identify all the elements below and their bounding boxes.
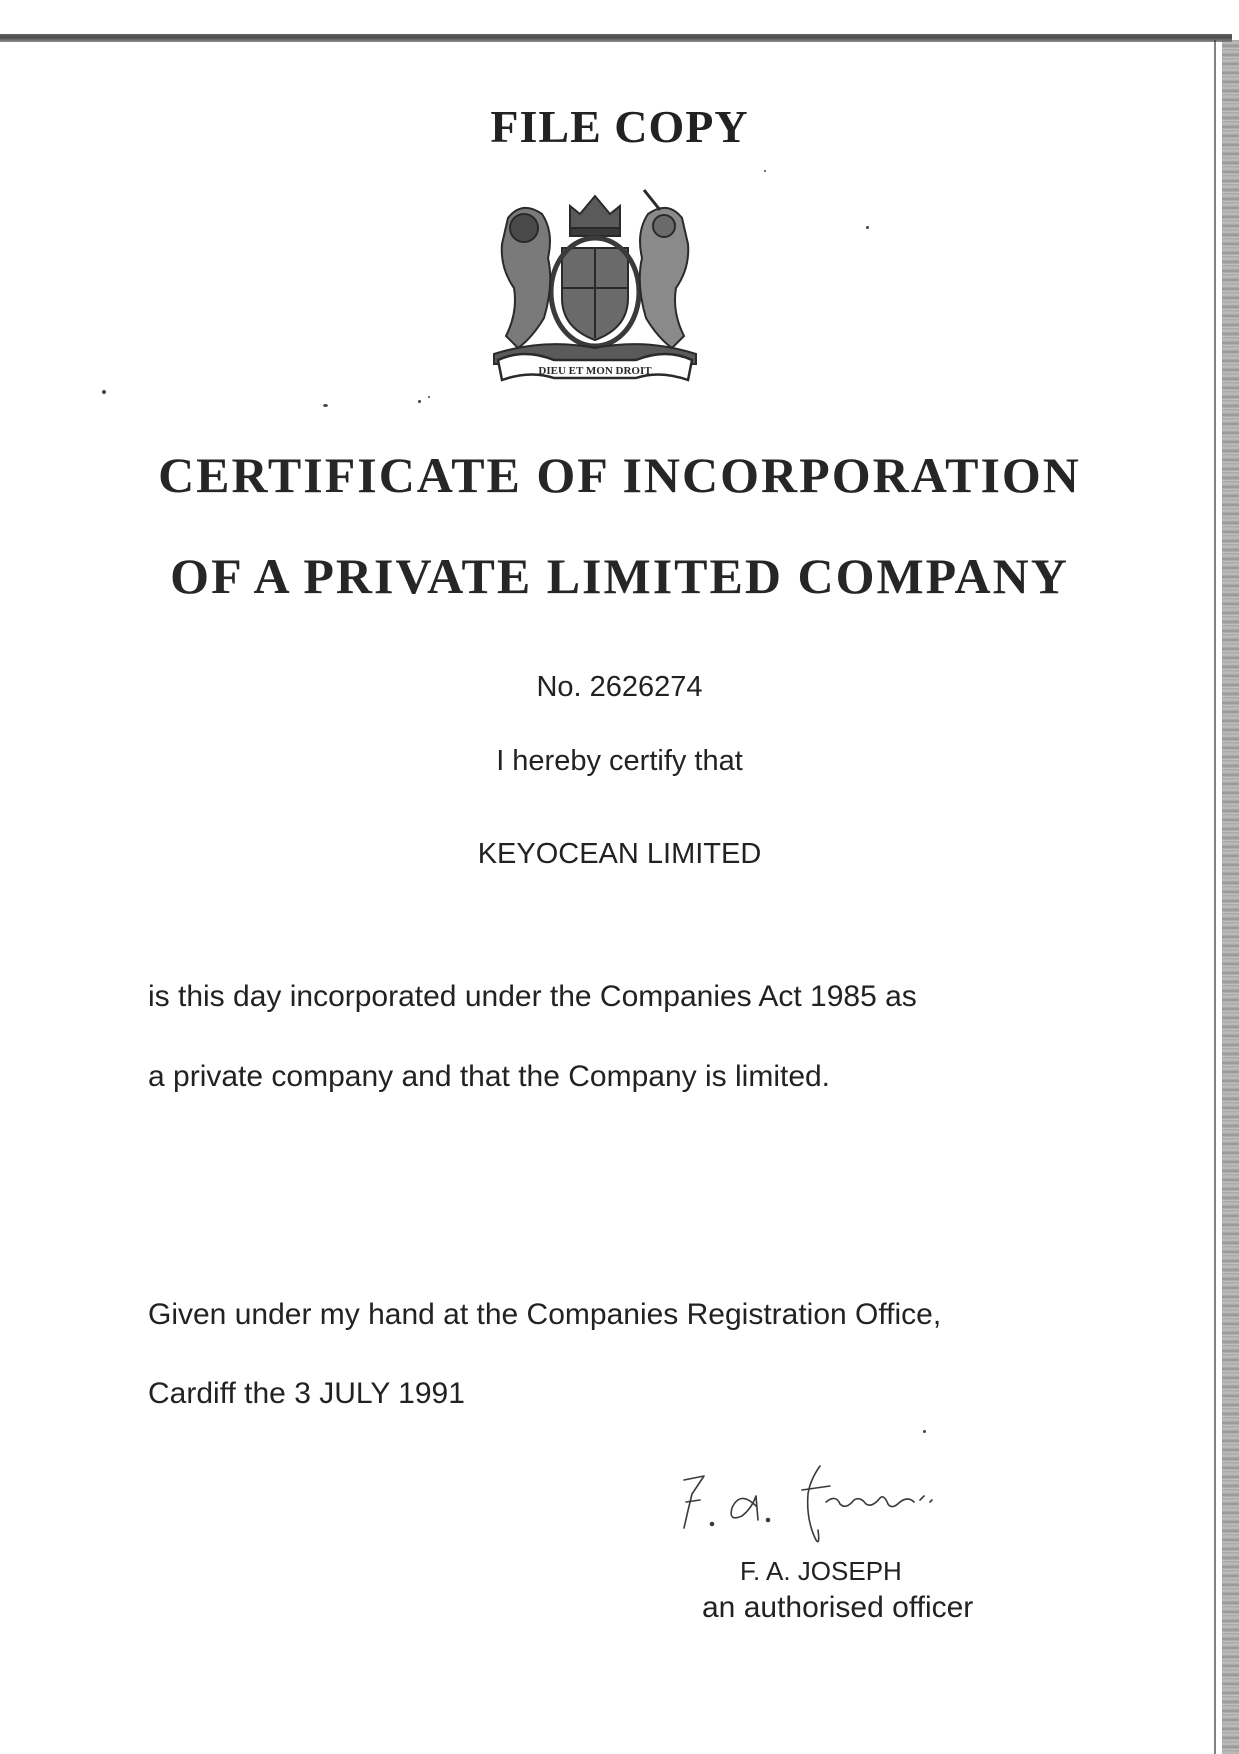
scan-speck (923, 1430, 926, 1433)
scan-right-edge (1222, 40, 1239, 1754)
royal-coat-of-arms-icon (484, 188, 706, 384)
scan-speck (323, 404, 328, 407)
scan-right-line (1214, 40, 1216, 1754)
certify-statement: I hereby certify that (496, 745, 743, 777)
certificate-number: No. 2626274 (536, 671, 703, 703)
scan-speck (418, 400, 421, 403)
signatory-role: an authorised officer (702, 1591, 974, 1624)
scan-speck (764, 170, 766, 172)
scan-speck (428, 396, 430, 398)
file-copy-heading: FILE COPY (490, 101, 749, 152)
handwritten-signature (670, 1450, 970, 1555)
certificate-title-line-1: CERTIFICATE OF INCORPORATION (158, 447, 1081, 503)
given-under-hand-line-2: Cardiff the 3 JULY 1991 (148, 1377, 465, 1410)
incorporation-statement-line-1: is this day incorporated under the Companies Act 1985 as (148, 980, 917, 1013)
certificate-title-line-2: OF A PRIVATE LIMITED COMPANY (170, 548, 1069, 604)
signatory-name: F. A. JOSEPH (740, 1556, 902, 1586)
scan-speck (102, 390, 106, 394)
company-name: KEYOCEAN LIMITED (477, 838, 762, 870)
incorporation-statement-line-2: a private company and that the Company is limited. (148, 1060, 831, 1093)
scan-top-edge (0, 34, 1232, 42)
given-under-hand-line-1: Given under my hand at the Companies Registration Office, (148, 1298, 942, 1331)
svg-text:DIEU ET MON DROIT: DIEU ET MON DROIT (538, 365, 652, 377)
scan-speck (866, 226, 869, 229)
